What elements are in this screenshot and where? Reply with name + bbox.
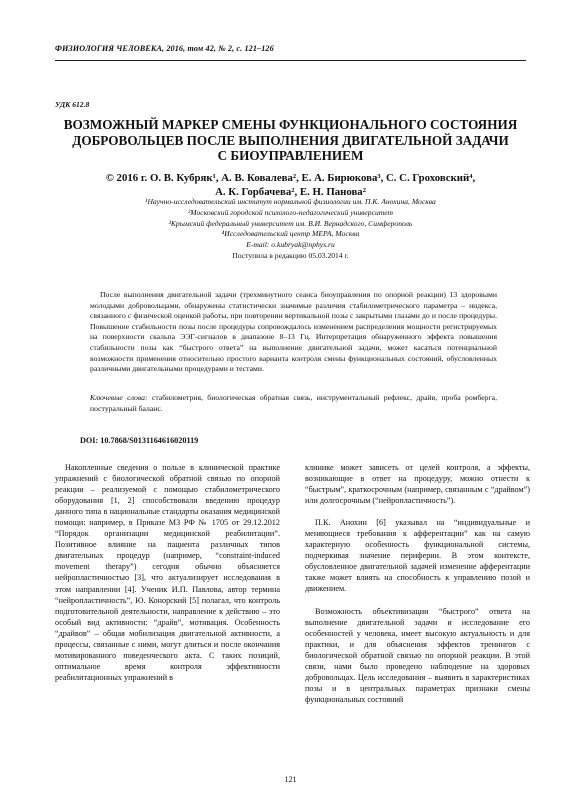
affiliations <box>55 197 526 262</box>
authors-line: © 2016 г. О. В. Кубряк¹, А. В. Ковалева², Е. А. Бирюкова³, С. С. Гроховский⁴, <box>105 172 476 184</box>
received-date: Поступила в редакцию 05.03.2014 г. <box>232 250 349 260</box>
paragraph: Накопленные сведения о пользе в клинической практике упражнений с биологической обратной связью по опорной реакции – реализуемой с помощью стабилометрического оборудования [1, 2] способствовали введению процедур данного типа в национальные стандарты оказания медицинской помощи: например, в Приказе МЗ РФ № 1705 от 29.12.2012 “Порядок организации медицинской реабилитации”. Позитивное влияние на пациента различных типов двигательных процедур (например, “constraint-induced movement therapy”) сегодня обычно объясняется нейропластичностью [3], что актуализирует исследования в этом направлении [4]. Ученик И.П. Павлова, автор термина “нейропластичность”, Ю. Конорский [5] полагал, что контроль подготовительной деятельности, направление к действию – это особый вид активности: “драйв”, мотивация. Особенность “драйвов” – общая мобилизация двигательной активности, а процессы, связанные с ними, могут длиться и после окончания мотивированного поведенческого акта. С таких позиций, оптимальное время контроля эффективности реабилитационных упражнений в <box>55 463 280 682</box>
title-line: ВОЗМОЖНЫЙ МАРКЕР СМЕНЫ ФУНКЦИОНАЛЬНОГО СОСТОЯНИЯ <box>63 117 518 132</box>
keywords <box>90 393 497 414</box>
page-number: 121 <box>284 775 297 784</box>
email: E-mail: o.kubryak@nphys.ru <box>246 240 335 250</box>
article-title <box>55 117 526 164</box>
paragraph: Возможность объективизации “быстрого” ответа на выполнение двигательной задачи и исследование его особенностей у человека, имеет высокую актуальность и для практики, и для объяснения эффектов тренингов с биологической обратной связью по опорной реакции. В этой связи, нами было проведено наблюдение на здоровых добровольцах. Цель исследования – выявить в характеристиках позы и в центральных параметрах признаки смены функциональных состояний <box>305 606 530 704</box>
journal-header: ФИЗИОЛОГИЯ ЧЕЛОВЕКА, 2016, том 42, № 2, с. 121–126 <box>55 44 274 53</box>
affiliation-3: ³Крымский федеральный университет им. В.И. Вернадского, Симферополь <box>168 218 413 228</box>
body-column-left <box>55 462 280 683</box>
doi: DOI: 10.7868/S0131164616020119 <box>80 436 199 445</box>
authors-line: А. К. Горбачева², Е. Н. Панова² <box>215 186 366 198</box>
header-divider <box>55 60 526 61</box>
affiliation-2: ²Московский городской психолого-педагогический университет <box>187 207 394 217</box>
affiliation-4: ⁴Исследовательский центр МЕРА, Москва <box>221 229 360 239</box>
affiliation-1: ¹Научно-исследовательский институт нормальной физиологии им. П.К. Анохина, Москва <box>145 197 436 206</box>
body-column-right <box>305 462 530 705</box>
title-line: ДОБРОВОЛЬЦЕВ ПОСЛЕ ВЫПОЛНЕНИЯ ДВИГАТЕЛЬНОЙ ЗАДАЧИ <box>72 132 509 148</box>
abstract: После выполнения двигательной задачи (трехминутного сеанса биоуправления по опорной реакции) 13 здоровыми молодыми добровольцами, обнаружены статистически значимые различия стабилометрического параметра – индекса, связанного с физической оценкой работы, при повторении вертикальной позы с закрытыми глазами до и после процедуры. Повышение стабильности позы после процедуры сопровождалось изменением распределения мощности регистрируемых на поверхности скальпа ЭЭГ-сигналов в диапазоне 8–13 Гц. Интерпретация обнаруженного эффекта повышения стабильности позы как “быстрого ответа” на выполнение двигательной задачи, может касаться потенциальной возможности применения относительно простого варианта контроля смены функциональных состояний, обусловленных различными двигательными процедурами и тестами. <box>90 290 497 374</box>
udk-code: УДК 612.8 <box>55 100 90 109</box>
keywords-label: Ключевые слова: <box>90 393 148 402</box>
paragraph: П.К. Анохин [6] указывал на “индивидуальные и меняющиеся требования к афферентации” как на самую характерную особенность функциональной системы, подчеркивая значение периферии. В этом контексте, обусловленное двигательной задачей изменение афферентации также может влиять на способность к управлению позой и движением. <box>305 518 530 594</box>
paragraph: клинике может зависеть от целей контроля, а эффекты, возникающие в ответ на процедуру, можно отнести к “быстрым”, краткосрочным (например, связанным с “драйвом”) или долгосрочным (“нейропластичность”). <box>305 463 530 506</box>
author-list <box>55 171 526 199</box>
title-line: С БИОУПРАВЛЕНИЕМ <box>217 148 364 163</box>
keywords-text: стабилометрия, биологическая обратная связь, инструментальный рефлекс, драйв, проба ромберга, постуральный баланс. <box>90 393 498 413</box>
